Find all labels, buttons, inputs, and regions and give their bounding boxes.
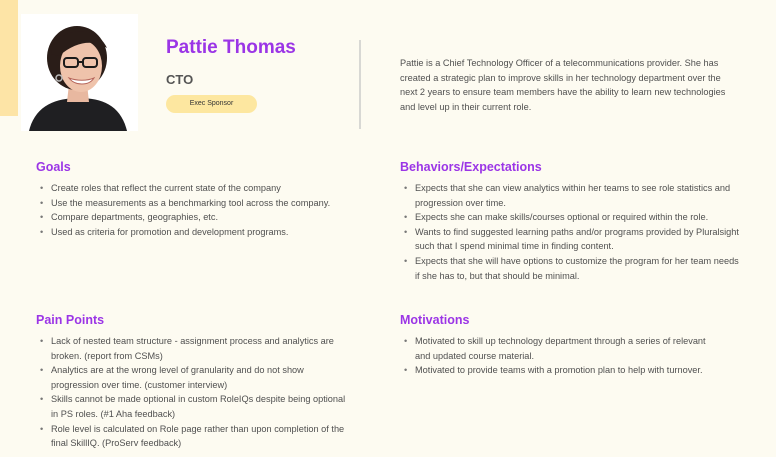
behavior-item: • Expects that she can view analytics within her teams to see role statistics and progression over time. [400, 181, 745, 210]
pain-point-item: • Role level is calculated on Role page rather than upon completion of the final SkillIQ. (ProServ feedback) [36, 422, 351, 451]
persona-name: Pattie Thomas [166, 37, 296, 58]
goal-item: • Used as criteria for promotion and development programs. [36, 225, 336, 240]
motivations-section [400, 313, 715, 378]
goals-heading: Goals [36, 160, 71, 174]
motivation-item: • Motivated to skill up technology department through a series of relevant and updated course material. [400, 334, 715, 363]
behavior-item: • Expects she can make skills/courses optional or required within the role. [400, 210, 745, 225]
motivations-heading: Motivations [400, 313, 470, 327]
goal-item: • Compare departments, geographies, etc. [36, 210, 336, 225]
goals-list [36, 181, 336, 239]
pain-points-heading: Pain Points [36, 313, 105, 327]
behavior-item: • Wants to find suggested learning paths and/or programs provided by Pluralsight such that I spend minimal time in finding content. [400, 225, 745, 254]
pain-point-item: • Skills cannot be made optional in custom RoleIQs despite being optional in PS roles. (#1 Aha feedback) [36, 392, 351, 421]
behaviors-heading: Behaviors/Expectations [400, 160, 542, 174]
motivations-list [400, 334, 715, 378]
goal-item: • Use the measurements as a benchmarking tool across the company. [36, 196, 336, 211]
behaviors-list [400, 181, 745, 283]
pain-point-item: • Lack of nested team structure - assignment process and analytics are broken. (report from CSMs) [36, 334, 351, 363]
goal-item: • Create roles that reflect the current state of the company [36, 181, 336, 196]
motivation-item: • Motivated to provide teams with a promotion plan to help with turnover. [400, 363, 715, 378]
persona-photo [21, 14, 138, 131]
header-divider [359, 40, 361, 129]
pain-point-item: • Analytics are at the wrong level of granularity and do not show progression over time. (customer interview) [36, 363, 351, 392]
behaviors-section [400, 160, 745, 283]
persona-bio: Pattie is a Chief Technology Officer of a telecommunications provider. She has created a strategic plan to improve skills in her technology department over the next 2 years to ensure team members have the ability to learn new technologies and level up in their current role. [400, 58, 726, 112]
persona-title: CTO [166, 72, 194, 87]
persona-badge: Exec Sponsor [166, 95, 257, 113]
behavior-item: • Expects that she will have options to customize the program for her team needs if she has to, but that should be minimal. [400, 254, 745, 283]
portrait-image [21, 14, 138, 131]
pain-points-section [36, 313, 351, 451]
goals-section [36, 160, 336, 239]
decorative-accent-bar [0, 0, 18, 116]
pain-points-list [36, 334, 351, 451]
